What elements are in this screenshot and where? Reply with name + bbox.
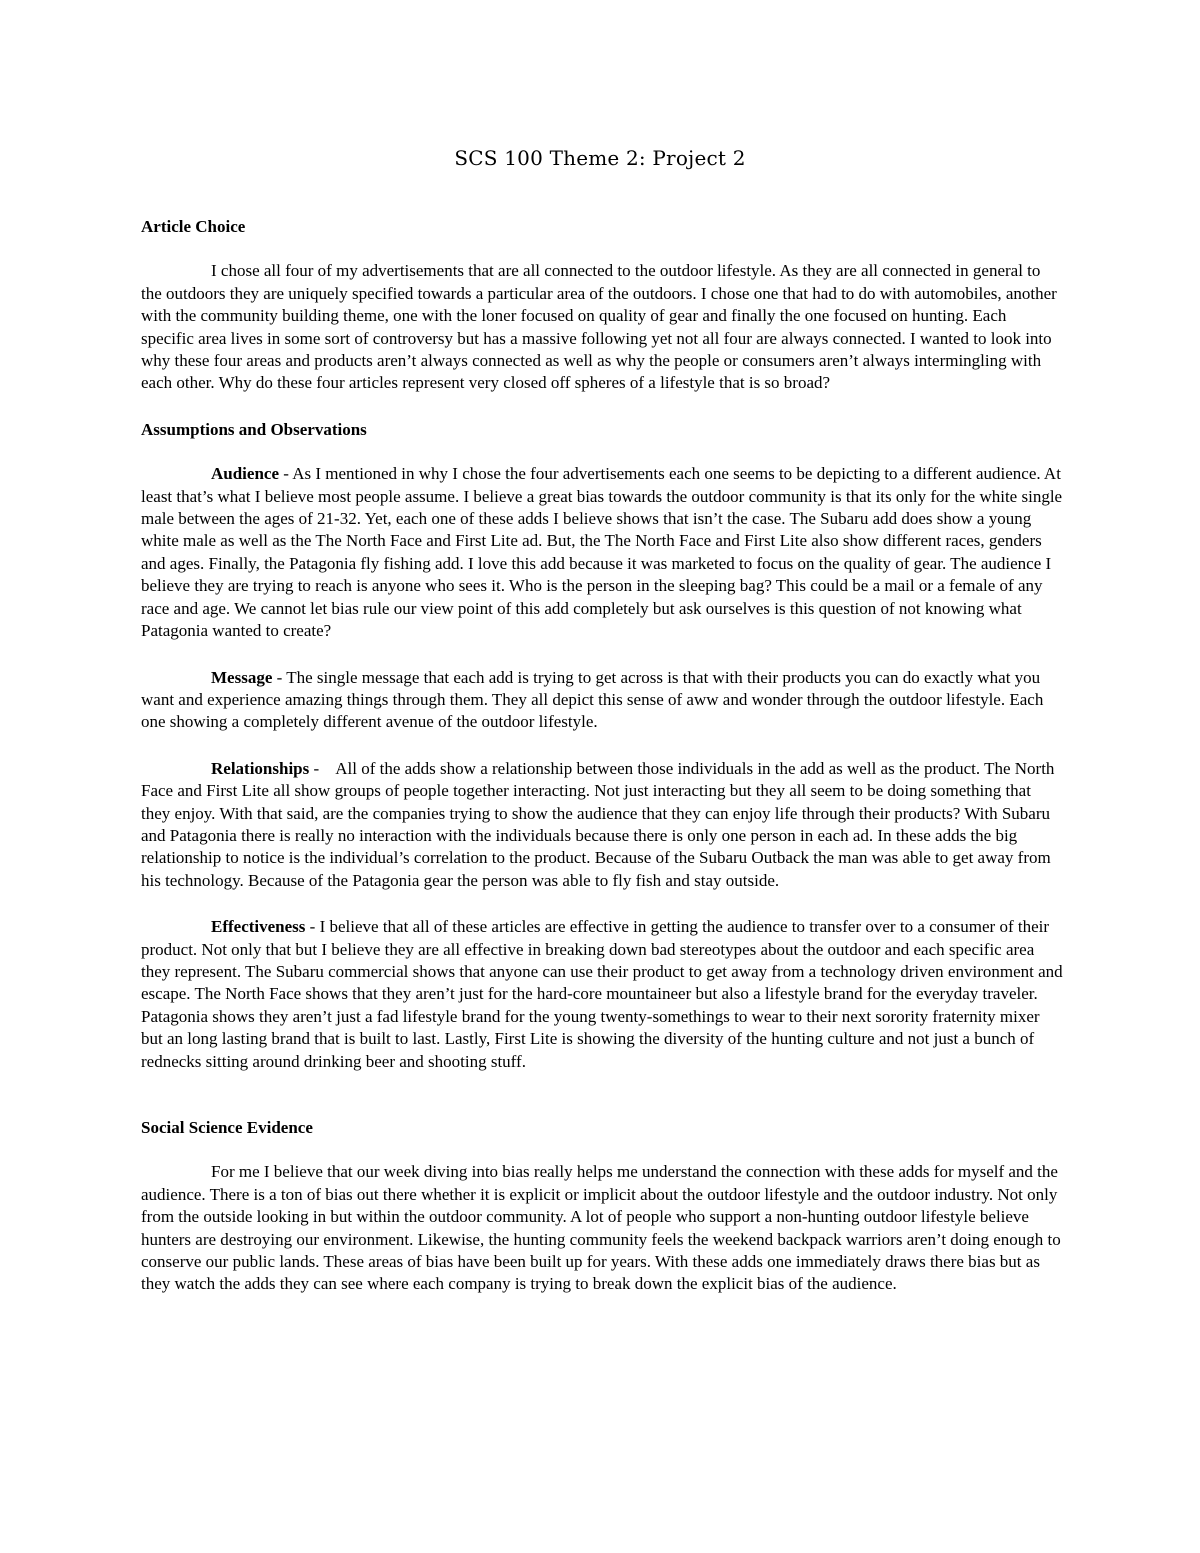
message-separator: -: [272, 667, 287, 687]
spacer: [141, 441, 1063, 463]
message-paragraph: [141, 667, 1063, 734]
effectiveness-label: Effectiveness: [211, 917, 306, 937]
relationships-paragraph: [141, 758, 1063, 892]
document-title: SCS 100 Theme 2: Project 2: [454, 146, 746, 170]
spacer: [141, 892, 1063, 916]
audience-text: As I mentioned in why I chose the four advertisements each one seems to be depicting to a different audience. At least that’s what I believe most people assume. I believe a great bias towards the outdoor community is that its only for the white single male between the ages of 21-32. Yet, each one of these adds I believe shows that isn’t the case. The Subaru add does show a young white male as well as the The North Face and First Lite ad. But, the The North Face and First Lite also show different races, genders and ages. Finally, the Patagonia fly fishing add. I love this add because it was marketed to focus on the quality of gear. The audience I believe they are trying to reach is anyone who sees it. Who is the person in the sleeping bag? This could be a mail or a female of any race and age. We cannot let bias rule our view point of this add completely but ask ourselves is this question of not knowing what Patagonia wanted to create?: [141, 464, 1063, 641]
audience-label: Audience: [211, 464, 279, 484]
section-heading-article-choice: Article Choice: [141, 217, 246, 236]
spacer: [141, 395, 1063, 419]
document-body: [141, 216, 1063, 1296]
article-choice-paragraph: I chose all four of my advertisements that are all connected to the outdoor lifestyle. As they are all connected in general to the outdoors they are uniquely specified towards a particular area of the outdoors. I chose one that had to do with automobiles, another with the community building theme, one with the loner focused on quality of gear and finally the one focused on hunting. Each specific area lives in some sort of controversy but has a massive following yet not all four are always connected. I wanted to look into why these four areas and products aren’t always connected as well as why the people or consumers aren’t always intermingling with each other. Why do these four articles represent very closed off spheres of a lifestyle that is so broad?: [141, 261, 1057, 393]
audience-separator: -: [279, 464, 293, 484]
audience-paragraph: [141, 463, 1063, 642]
evidence-paragraph: For me I believe that our week diving into bias really helps me understand the connection with these adds for myself and the audience. There is a ton of bias out there whether it is explicit or implicit about the outdoor lifestyle and the outdoor industry. Not only from the outside looking in but within the outdoor community. A lot of people who support a non-hunting outdoor lifestyle believe hunters are destroying our environment. Likewise, the hunting community feels the weekend backpack warriors aren’t doing enough to conserve our public lands. These areas of bias have been built up for years. With these adds one immediately draws there bias but as they watch the adds they can see where each company is trying to break down the explicit bias of the audience.: [141, 1162, 1061, 1294]
spacer: [141, 1073, 1063, 1117]
relationships-separator: -: [309, 758, 336, 778]
spacer: [141, 1139, 1063, 1161]
section-heading-assumptions: Assumptions and Observations: [141, 419, 367, 439]
spacer: [141, 734, 1063, 758]
effectiveness-text: I believe that all of these articles are effective in getting the audience to transfer over to a consumer of their product. Not only that but I believe they are all effective in breaking down bad stereotypes about the outdoor and each specific area they represent. The Subaru commercial shows that anyone can use their product to get away from a technology driven environment and escape. The North Face shows that they aren’t just for the hard-core mountaineer but also a lifestyle brand for the everyday traveler. Patagonia shows they aren’t just a fad lifestyle brand for the young twenty-somethings to wear to their next sorority fraternity mixer but an long lasting brand that is built to last. Lastly, First Lite is showing the diversity of the hunting culture and not just a bunch of rednecks sitting around drinking beer and shooting stuff.: [141, 917, 1063, 1071]
effectiveness-separator: -: [305, 917, 320, 937]
effectiveness-paragraph: [141, 916, 1063, 1073]
message-label: Message: [211, 667, 273, 687]
message-text: The single message that each add is trying to get across is that with their products you can do exactly what you want and experience amazing things through them. They all depict this sense of aww and wonder through the outdoor lifestyle. Each one showing a completely different avenue of the outdoor lifestyle.: [141, 667, 1044, 732]
relationships-label: Relationships: [211, 758, 310, 778]
spacer: [141, 643, 1063, 667]
relationships-text: All of the adds show a relationship between those individuals in the add as well as the product. The North Face and First Lite all show groups of people together interacting. Not just interacting but they all seem to be doing something that they enjoy. With that said, are the companies trying to show the audience that they can enjoy life through their products? With Subaru and Patagonia there is really no interaction with the individuals because there is only one person in each ad. In these adds the big relationship to notice is the individual’s correlation to the product. Because of the Subaru Outback the man was able to get away from his technology. Because of the Patagonia gear the person was able to fly fish and stay outside.: [141, 758, 1055, 890]
section-heading-evidence: Social Science Evidence: [141, 1118, 313, 1137]
spacer: [141, 238, 1063, 260]
